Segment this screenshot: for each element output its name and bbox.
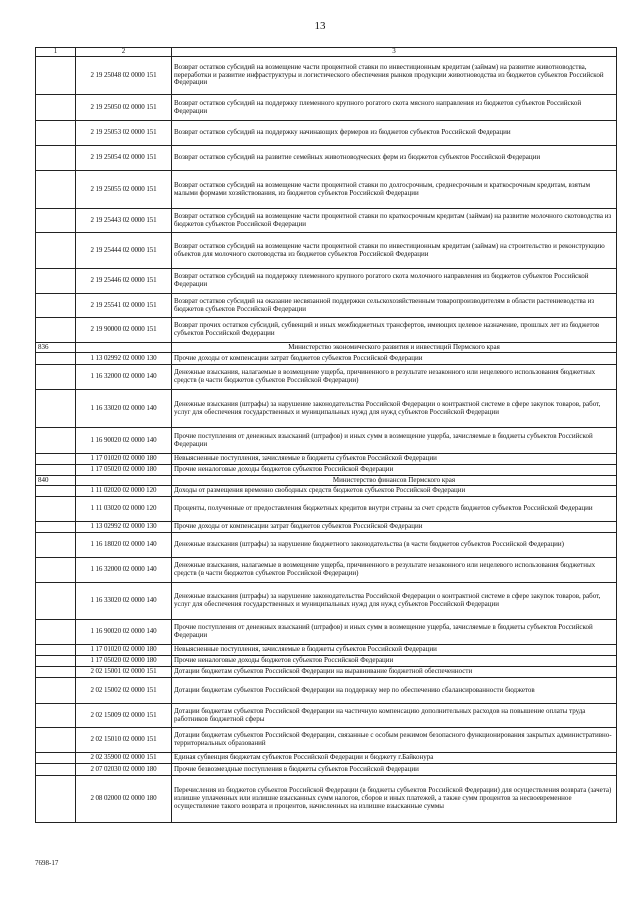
page-number: 13	[314, 20, 326, 32]
revenue-description: Прочие неналоговые доходы бюджетов субъектов Российской Федерации	[172, 465, 617, 476]
revenue-description: Прочие поступления от денежных взысканий (штрафов) и иных сумм в возмещение ущерба, зачисляемые в бюджеты субъектов Российской Федерации	[172, 620, 617, 645]
revenue-description: Дотации бюджетам субъектов Российской Федерации на поддержку мер по обеспечению сбалансированности бюджетов	[172, 678, 617, 704]
table-row	[36, 318, 617, 343]
table-row	[36, 171, 617, 209]
table-row	[36, 753, 617, 764]
budget-classification-code: 1 16 18020 02 0000 140	[76, 533, 172, 558]
budget-classification-code: 1 16 90020 02 0000 140	[76, 620, 172, 645]
budget-classification-code: 1 16 33020 02 0000 140	[76, 390, 172, 428]
budget-classification-code: 1 17 01020 02 0000 180	[76, 645, 172, 656]
budget-classification-code: 1 17 01020 02 0000 180	[76, 454, 172, 465]
revenue-description: Доходы от размещения временно свободных средств бюджетов субъектов Российской Федерации	[172, 486, 617, 497]
revenue-description: Возврат остатков субсидий на поддержку начинающих фермеров из бюджетов субъектов Российской Федерации	[172, 121, 617, 146]
admin-code-empty	[36, 764, 76, 776]
admin-code-empty	[36, 233, 76, 269]
budget-classification-code: 2 19 25443 02 0000 151	[76, 209, 172, 233]
ministry-code-empty	[76, 343, 172, 353]
budget-classification-code: 1 16 90020 02 0000 140	[76, 428, 172, 454]
revenue-description: Возврат остатков субсидий на поддержку племенного крупного рогатого скота мясного направления из бюджетов субъектов Российской Федерации	[172, 95, 617, 121]
admin-code-empty	[36, 776, 76, 823]
budget-classification-code: 2 19 25053 02 0000 151	[76, 121, 172, 146]
revenue-description: Прочие доходы от компенсации затрат бюджетов субъектов Российской Федерации	[172, 353, 617, 365]
budget-classification-code: 2 19 25444 02 0000 151	[76, 233, 172, 269]
table-row	[36, 558, 617, 583]
table-row	[36, 522, 617, 533]
admin-code-empty	[36, 95, 76, 121]
revenue-description: Денежные взыскания (штрафы) за нарушение законодательства Российской Федерации о контрактной системе в сфере закупок товаров, работ, услуг для обеспечения государственных и муниципальных нужд для нужд субъектов Российской Федерации	[172, 390, 617, 428]
admin-code-empty	[36, 667, 76, 678]
admin-code-empty	[36, 497, 76, 522]
admin-code-empty	[36, 318, 76, 343]
header-col-3: 3	[172, 48, 617, 57]
table-row	[36, 533, 617, 558]
table-row	[36, 678, 617, 704]
table-row	[36, 428, 617, 454]
table-row	[36, 294, 617, 318]
table-row	[36, 353, 617, 365]
admin-code-empty	[36, 269, 76, 294]
budget-classification-code: 1 16 33020 02 0000 140	[76, 583, 172, 620]
table-row	[36, 776, 617, 823]
ministry-name: Министерство финансов Пермского края	[172, 476, 617, 486]
table-row	[36, 728, 617, 753]
admin-code-empty	[36, 620, 76, 645]
budget-classification-code: 1 11 03020 02 0000 120	[76, 497, 172, 522]
ministry-number: 840	[36, 476, 76, 486]
admin-code-empty	[36, 353, 76, 365]
admin-code-empty	[36, 57, 76, 95]
revenue-description: Невыясненные поступления, зачисляемые в бюджеты субъектов Российской Федерации	[172, 645, 617, 656]
revenue-description: Возврат остатков субсидий на развитие семейных животноводческих ферм из бюджетов субъектов Российской Федерации	[172, 146, 617, 171]
budget-classification-code: 1 16 32000 02 0000 140	[76, 365, 172, 390]
table-row	[36, 645, 617, 656]
table-row	[36, 454, 617, 465]
budget-classification-code: 1 17 05020 02 0000 180	[76, 656, 172, 667]
header-col-1: 1	[36, 48, 76, 57]
admin-code-empty	[36, 454, 76, 465]
budget-classification-code: 2 19 25048 02 0000 151	[76, 57, 172, 95]
revenue-description: Возврат остатков субсидий на возмещение части процентной ставки по долгосрочным, среднесрочным и краткосрочным кредитам, взятым малыми формами хозяйствования, из бюджетов субъектов Российской Федерации	[172, 171, 617, 209]
table-row	[36, 583, 617, 620]
table-row	[36, 667, 617, 678]
admin-code-empty	[36, 428, 76, 454]
table-row	[36, 269, 617, 294]
revenue-description: Возврат остатков субсидий на поддержку племенного крупного рогатого скота молочного направления из бюджетов субъектов Российской Федерации	[172, 269, 617, 294]
revenue-code-table	[35, 47, 617, 823]
table-row	[36, 390, 617, 428]
admin-code-empty	[36, 753, 76, 764]
budget-classification-code: 2 08 02000 02 0000 180	[76, 776, 172, 823]
budget-classification-code: 2 02 15009 02 0000 151	[76, 704, 172, 728]
revenue-description: Проценты, полученные от предоставления бюджетных кредитов внутри страны за счет средств бюджетов субъектов Российской Федерации	[172, 497, 617, 522]
admin-code-empty	[36, 533, 76, 558]
ministry-code-empty	[76, 476, 172, 486]
revenue-description: Дотации бюджетам субъектов Российской Федерации на выравнивание бюджетной обеспеченности	[172, 667, 617, 678]
admin-code-empty	[36, 522, 76, 533]
revenue-description: Возврат остатков субсидий на оказание несвязанной поддержки сельскохозяйственным товаропроизводителям в области растениеводства из бюджетов субъектов Российской Федерации	[172, 294, 617, 318]
revenue-description: Возврат остатков субсидий на возмещение части процентной ставки по краткосрочным кредитам (займам) на развитие молочного скотоводства из бюджетов субъектов Российской Федерации	[172, 209, 617, 233]
revenue-description: Прочие доходы от компенсации затрат бюджетов субъектов Российской Федерации	[172, 522, 617, 533]
table-row	[36, 465, 617, 476]
table-row	[36, 209, 617, 233]
admin-code-empty	[36, 121, 76, 146]
table-row	[36, 497, 617, 522]
ministry-number: 836	[36, 343, 76, 353]
budget-classification-code: 1 16 32000 02 0000 140	[76, 558, 172, 583]
revenue-description: Денежные взыскания, налагаемые в возмещение ущерба, причиненного в результате незаконного или нецелевого использования бюджетных средств (в части бюджетов субъектов Российской Федерации)	[172, 365, 617, 390]
table-row	[36, 121, 617, 146]
table-row	[36, 486, 617, 497]
admin-code-empty	[36, 390, 76, 428]
ministry-row	[36, 343, 617, 353]
admin-code-empty	[36, 209, 76, 233]
revenue-description: Невыясненные поступления, зачисляемые в бюджеты субъектов Российской Федерации	[172, 454, 617, 465]
ministry-row	[36, 476, 617, 486]
header-col-2: 2	[76, 48, 172, 57]
revenue-description: Возврат прочих остатков субсидий, субвенций и иных межбюджетных трансфертов, имеющих целевое назначение, прошлых лет из бюджетов субъектов Российской Федерации	[172, 318, 617, 343]
budget-classification-code: 2 02 15010 02 0000 151	[76, 728, 172, 753]
table-row	[36, 233, 617, 269]
budget-classification-code: 2 02 35900 02 0000 151	[76, 753, 172, 764]
budget-classification-code: 2 07 02030 02 0000 180	[76, 764, 172, 776]
admin-code-empty	[36, 656, 76, 667]
admin-code-empty	[36, 146, 76, 171]
admin-code-empty	[36, 728, 76, 753]
budget-classification-code: 1 13 02992 02 0000 130	[76, 353, 172, 365]
revenue-description: Единая субвенция бюджетам субъектов Российской Федерации и бюджету г.Байконура	[172, 753, 617, 764]
budget-classification-code: 1 13 02992 02 0000 130	[76, 522, 172, 533]
budget-classification-code: 1 11 02020 02 0000 120	[76, 486, 172, 497]
table-row	[36, 95, 617, 121]
admin-code-empty	[36, 704, 76, 728]
table-row	[36, 146, 617, 171]
revenue-description: Прочие неналоговые доходы бюджетов субъектов Российской Федерации	[172, 656, 617, 667]
admin-code-empty	[36, 678, 76, 704]
revenue-description: Дотации бюджетам субъектов Российской Федерации, связанные с особым режимом безопасного функционирования закрытых административно-территориальных образований	[172, 728, 617, 753]
revenue-description: Возврат остатков субсидий на возмещение части процентной ставки по инвестиционным кредитам (займам) на строительство и реконструкцию объектов для молочного скотоводства из бюджетов субъектов Российской Федерации	[172, 233, 617, 269]
revenue-description: Денежные взыскания (штрафы) за нарушение бюджетного законодательства (в части бюджетов субъектов Российской Федерации)	[172, 533, 617, 558]
revenue-description: Возврат остатков субсидий на возмещение части процентной ставки по инвестиционным кредитам (займам) на развитие животноводства, переработки и развитие инфраструктуры и логистического обеспечения рынков продукции животноводства из бюджетов субъектов Российской Федерации	[172, 57, 617, 95]
table-row	[36, 704, 617, 728]
budget-classification-code: 2 19 25446 02 0000 151	[76, 269, 172, 294]
admin-code-empty	[36, 171, 76, 209]
table-header-row	[36, 48, 617, 57]
revenue-description: Прочие безвозмездные поступления в бюджеты субъектов Российской Федерации	[172, 764, 617, 776]
admin-code-empty	[36, 486, 76, 497]
table-row	[36, 57, 617, 95]
budget-classification-code: 2 19 25050 02 0000 151	[76, 95, 172, 121]
admin-code-empty	[36, 645, 76, 656]
table-row	[36, 764, 617, 776]
admin-code-empty	[36, 465, 76, 476]
revenue-description: Дотации бюджетам субъектов Российской Федерации на частичную компенсацию дополнительных расходов на повышение оплаты труда работников бюджетной сферы	[172, 704, 617, 728]
revenue-description: Прочие поступления от денежных взысканий (штрафов) и иных сумм в возмещение ущерба, зачисляемые в бюджеты субъектов Российской Федерации	[172, 428, 617, 454]
revenue-description: Денежные взыскания, налагаемые в возмещение ущерба, причиненного в результате незаконного или нецелевого использования бюджетных средств (в части бюджетов субъектов Российской Федерации)	[172, 558, 617, 583]
budget-classification-code: 2 19 25054 02 0000 151	[76, 146, 172, 171]
budget-classification-code: 2 19 25055 02 0000 151	[76, 171, 172, 209]
budget-classification-code: 2 02 15002 02 0000 151	[76, 678, 172, 704]
budget-classification-code: 2 19 90000 02 0000 151	[76, 318, 172, 343]
revenue-description: Перечисления из бюджетов субъектов Российской Федерации (в бюджеты субъектов Российской Федерации) для осуществления возврата (зачета) излишне уплаченных или излишне взысканных сумм налогов, сборов и иных платежей, а также сумм процентов за несвоевременное осуществление такого возврата и процентов, начисленных на излишне взысканные суммы	[172, 776, 617, 823]
table-row	[36, 620, 617, 645]
table-row	[36, 656, 617, 667]
table-row	[36, 365, 617, 390]
admin-code-empty	[36, 294, 76, 318]
admin-code-empty	[36, 365, 76, 390]
revenue-description: Денежные взыскания (штрафы) за нарушение законодательства Российской Федерации о контрактной системе в сфере закупок товаров, работ, услуг для обеспечения государственных и муниципальных нужд для нужд субъектов Российской Федерации	[172, 583, 617, 620]
budget-classification-code: 1 17 05020 02 0000 180	[76, 465, 172, 476]
admin-code-empty	[36, 583, 76, 620]
ministry-name: Министерство экономического развития и инвестиций Пермского края	[172, 343, 617, 353]
admin-code-empty	[36, 558, 76, 583]
budget-classification-code: 2 02 15001 02 0000 151	[76, 667, 172, 678]
footer-code: 7698-17	[35, 859, 59, 867]
budget-classification-code: 2 19 25541 02 0000 151	[76, 294, 172, 318]
